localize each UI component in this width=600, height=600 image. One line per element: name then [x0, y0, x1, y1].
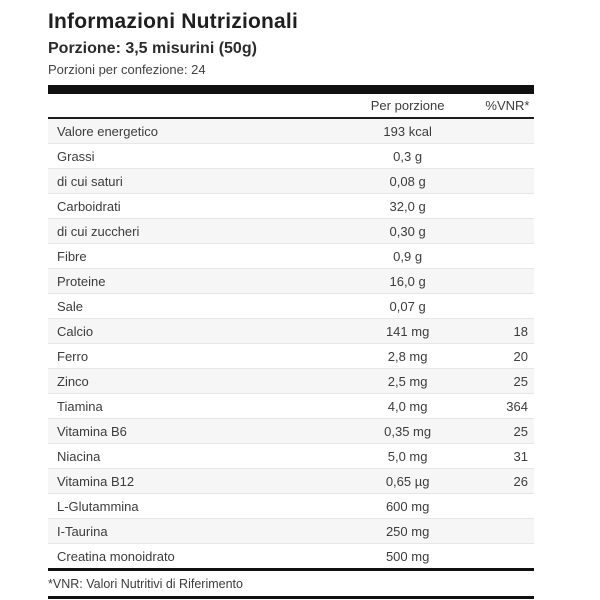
row-label: Zinco	[57, 373, 89, 389]
nutrition-label	[48, 10, 534, 599]
row-label: di cui zuccheri	[57, 223, 140, 239]
row-vnr: 25	[513, 373, 528, 389]
row-label: Carboidrati	[57, 198, 121, 214]
table-row	[48, 369, 534, 394]
row-value: 0,9 g	[393, 248, 423, 264]
table-row	[48, 419, 534, 444]
row-value: 193 kcal	[383, 123, 432, 139]
row-value: 5,0 mg	[387, 448, 428, 464]
row-value: 0,08 g	[389, 173, 426, 189]
table-row	[48, 119, 534, 144]
row-vnr: 20	[513, 348, 528, 364]
row-vnr: 31	[513, 448, 528, 464]
row-label: Niacina	[57, 448, 101, 464]
row-label: Vitamina B6	[57, 423, 127, 439]
table-row	[48, 394, 534, 419]
table-row	[48, 269, 534, 294]
row-label: Creatina monoidrato	[57, 548, 175, 564]
table-row	[48, 344, 534, 369]
row-label: Grassi	[57, 148, 95, 164]
table-row	[48, 544, 534, 568]
table-row	[48, 469, 534, 494]
table-row	[48, 444, 534, 469]
row-value: 141 mg	[385, 323, 430, 339]
table-row	[48, 244, 534, 269]
row-value: 600 mg	[385, 498, 430, 514]
table-row	[48, 219, 534, 244]
row-value: 0,30 g	[389, 223, 426, 239]
row-label: Fibre	[57, 248, 87, 264]
row-vnr: 25	[513, 423, 528, 439]
row-label: Calcio	[57, 323, 94, 339]
page-title: Informazioni Nutrizionali	[48, 10, 298, 33]
table-row	[48, 194, 534, 219]
row-label: L-Glutammina	[57, 498, 139, 514]
table-row	[48, 494, 534, 519]
serving-size: Porzione: 3,5 misurini (50g)	[48, 40, 257, 57]
table-row	[48, 519, 534, 544]
vnr-footnote: *VNR: Valori Nutritivi di Riferimento	[48, 577, 243, 591]
row-value: 0,07 g	[389, 298, 426, 314]
row-label: Vitamina B12	[57, 473, 135, 489]
header-per-serving: Per porzione	[370, 98, 445, 113]
row-label: Tiamina	[57, 398, 103, 414]
table-row	[48, 319, 534, 344]
row-vnr: 26	[513, 473, 528, 489]
top-divider-bar	[48, 85, 534, 94]
row-label: Valore energetico	[57, 123, 158, 139]
footer-bottom-bar	[48, 596, 534, 599]
row-value: 32,0 g	[389, 198, 426, 214]
table-row	[48, 169, 534, 194]
row-value: 2,5 mg	[387, 373, 428, 389]
row-value: 500 mg	[385, 548, 430, 564]
table-row	[48, 144, 534, 169]
row-value: 250 mg	[385, 523, 430, 539]
row-label: Proteine	[57, 273, 106, 289]
table-row	[48, 294, 534, 319]
row-label: I-Taurina	[57, 523, 108, 539]
row-vnr: 18	[513, 323, 528, 339]
row-vnr: 364	[506, 398, 528, 414]
row-label: di cui saturi	[57, 173, 123, 189]
row-label: Ferro	[57, 348, 89, 364]
row-value: 0,65 µg	[385, 473, 430, 489]
header-vnr: %VNR*	[485, 98, 530, 113]
row-label: Sale	[57, 298, 84, 314]
row-value: 0,3 g	[393, 148, 423, 164]
row-value: 0,35 mg	[384, 423, 432, 439]
row-value: 16,0 g	[389, 273, 426, 289]
table-body	[48, 119, 534, 568]
servings-per-pack: Porzioni per confezione: 24	[48, 62, 206, 77]
row-value: 4,0 mg	[387, 398, 428, 414]
row-value: 2,8 mg	[387, 348, 428, 364]
table-header-row	[48, 94, 534, 119]
